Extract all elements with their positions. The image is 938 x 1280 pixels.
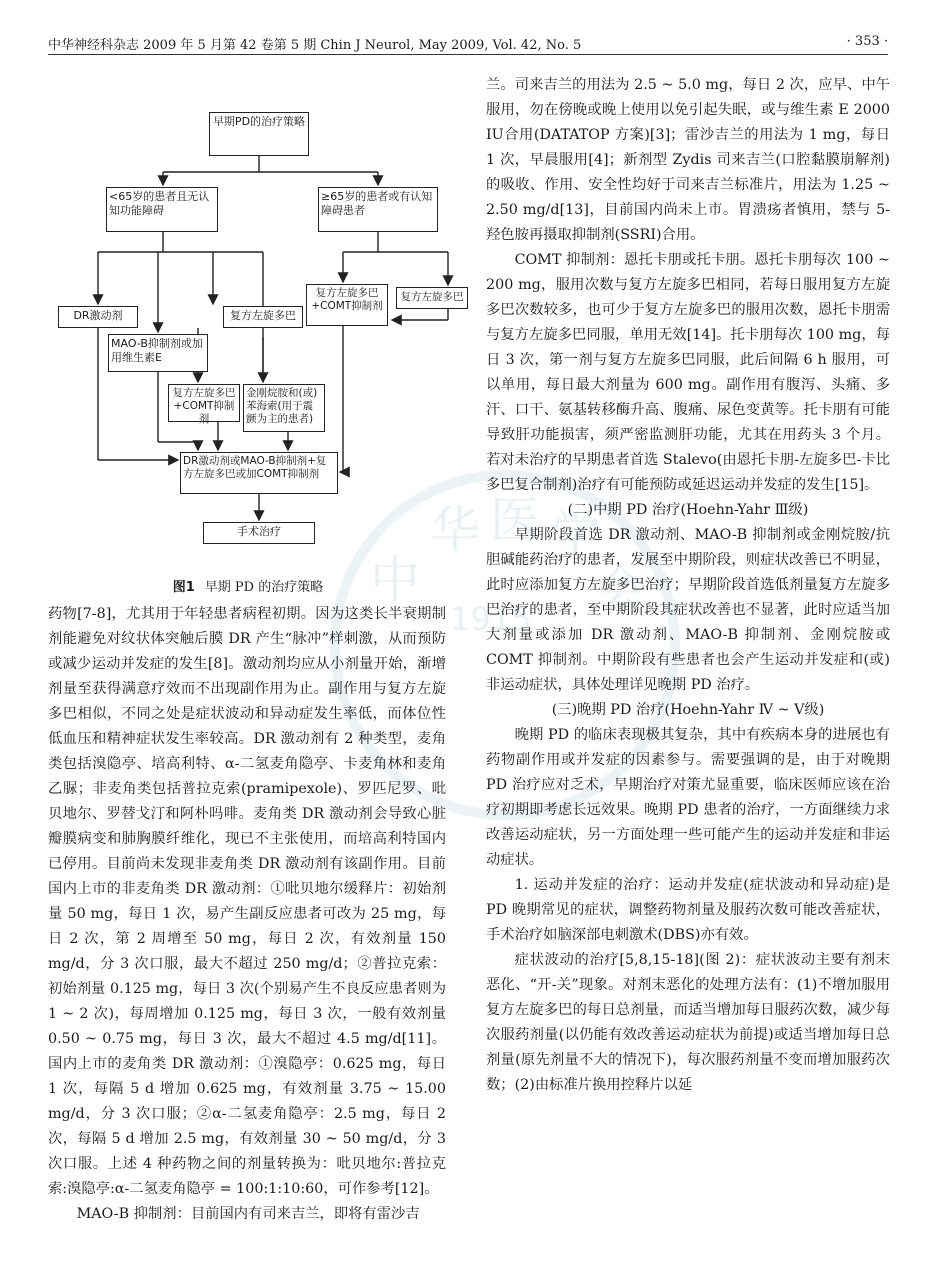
watermark-char: 会 (595, 561, 645, 619)
paragraph-fluctuations: 症状波动的治疗[5,8,15-18](图 2)：症状波动主要有剂末恶化、“开-关”现象。对剂末恶化的处理方法有：(1)不增加服用复方左旋多巴的每日总剂量，而适当增加每日服药次数，减少每次服药剂量(以仍能有效改善运动症状为前提)或适当增加每日总剂量(原先剂量不大的情况下)，每次服药剂量不变而增加服药次数；(2)由标准片换用控释片以延 (486, 952, 890, 1093)
node-surgery: 手术治疗 (203, 522, 315, 544)
node-levodopa-comt-left: 复方左旋多巴+COMT抑制剂 (168, 384, 240, 422)
node-early-pd-strategy: 早期PD的治疗策略 (209, 112, 309, 156)
figure-caption-text: 早期 PD 的治疗策略 (204, 580, 324, 595)
section-heading-middle-stage: (二)中期 PD 治疗(Hoehn-Yahr Ⅲ级) (567, 502, 809, 518)
paragraph-motor-complications: 1. 运动并发症的治疗：运动并发症(症状波动和异动症)是 PD 晚期常见的症状，调整药物剂量及服药次数可能改善症状，手术治疗如脑深部电刺激术(DBS)亦有效。 (486, 877, 890, 943)
page-number: · 353 · (846, 34, 888, 49)
paragraph-middle-stage: 早期阶段首选 DR 激动剂、MAO-B 抑制剂或金刚烷胺/抗胆碱能药治疗的患者，发展至中期阶段，则症状改善已不明显，此时应添加复方左旋多巴治疗；早期阶段首选低剂量复方左旋多巴治疗的患者，至中期阶段其症状改善也不显著，此时应适当加大剂量或添加 DR 激动剂、MAO-B 抑制剂、金刚烷胺或 COMT 抑制剂。中期阶段有些患者也会产生运动并发症和(或)非运动症状，具体处理详见晚期 PD 治疗。 (486, 527, 890, 693)
node-under-65: <65岁的患者且无认知功能障碍 (106, 187, 218, 232)
journal-citation: 中华神经科杂志 2009 年 5 月第 42 卷第 5 期 Chin J Neurol, May 2009, Vol. 42, No. 5 (48, 38, 582, 53)
paragraph-dr-agonists: 药物[7-8]，尤其用于年轻患者病程初期。因为这类长半衰期制剂能避免对纹状体突触后膜 DR 产生“脉冲”样刺激，从而预防或减少运动并发症的发生[8]。激动剂均应从小剂量开始，渐增剂量至获得满意疗效而不出现副作用为止。副作用与复方左旋多巴相似，不同之处是症状波动和异动症发生率低，而体位性低血压和精神症状发生率较高。DR 激动剂有 2 种类型，麦角类包括溴隐亭、培高利特、α-二氢麦角隐亭、卡麦角林和麦角乙脲；非麦角类包括普拉克索(pramipexole)、罗匹尼罗、吡贝地尔、罗替戈汀和阿朴吗啡。麦角类 DR 激动剂会导致心脏瓣膜病变和肺胸膜纤维化，现已不主张使用，而培高利特国内已停用。目前尚未发现非麦角类 DR 激动剂有该副作用。目前国内上市的非麦角类 DR 激动剂：①吡贝地尔缓释片：初始剂量 50 mg，每日 1 次，易产生副反应患者可改为 25 mg，每日 2 次，第 2 周增至 50 mg，每日 2 次，有效剂量 150 mg/d，分 3 次口服，最大不超过 250 mg/d；②普拉克索：初始剂量 0.125 mg，每日 3 次(个别易产生不良反应患者则为 1 ~ 2 次)，每周增加 0.125 mg，每日 3 次，一般有效剂量 0.50 ~ 0.75 mg，每日 3 次，最大不超过 4.5 mg/d[11]。国内上市的麦角类 DR 激动剂：①溴隐亭：0.625 mg，每日 1 次，每隔 5 d 增加 0.625 mg，有效剂量 3.75 ~ 15.00 mg/d，分 3 次口服；②α-二氢麦角隐亭：2.5 mg，每日 2 次，每隔 5 d 增加 2.5 mg，有效剂量 30 ~ 50 mg/d，分 3 次口服。上述 4 种药物之间的剂量转换为：吡贝地尔:普拉克索:溴隐亭:α-二氢麦角隐亭 = 100:1:10:60，可作参考[12]。 (48, 606, 446, 1197)
figure-caption-label: 图1 (172, 580, 195, 595)
node-dr-agonist: DR激动剂 (58, 306, 138, 328)
paragraph-maob-dosing: 兰。司来吉兰的用法为 2.5 ~ 5.0 mg，每日 2 次，应早、中午服用，勿在傍晚或晚上使用以免引起失眠，或与维生素 E 2000 IU合用(DATATOP 方案)[3]；雷沙吉兰的用法为 1 mg，每日 1 次，早晨服用[4]；新剂型 Zydis 司来吉兰(口腔黏膜崩解剂)的吸收、作用、安全性均好于司来吉兰标准片，用法为 1.25 ~ 2.50 mg/d[13]，目前国内尚未上市。胃溃疡者慎用，禁与 5-羟色胺再摄取抑制剂(SSRI)合用。 (486, 77, 890, 243)
node-combination-therapy: DR激动剂或MAO-B抑制剂+复方左旋多巴或加COMT抑制剂 (180, 452, 338, 494)
watermark-char: 中 (370, 551, 420, 609)
watermark-char: 医 (490, 491, 540, 549)
section-heading-late-stage: (三)晚期 PD 治疗(Hoehn-Yahr Ⅳ ~ Ⅴ级) (551, 702, 825, 718)
right-column-text (486, 73, 890, 1098)
left-column-text (48, 602, 446, 1227)
node-maob-inhibitor: MAO-B抑制剂或加用维生素E (108, 334, 208, 372)
node-amantadine: 金刚烷胺和(或)苯海索(用于震颤为主的患者) (243, 384, 325, 432)
node-over-65: ≥65岁的患者或有认知障碍患者 (318, 187, 438, 232)
paragraph-maob-start: MAO-B 抑制剂：目前国内有司来吉兰，即将有雷沙吉 (76, 1206, 420, 1222)
node-levodopa-right: 复方左旋多巴 (396, 287, 468, 309)
figure-1-flowchart (48, 92, 468, 595)
paragraph-comt-inhibitors: COMT 抑制剂：恩托卡朋或托卡朋。恩托卡朋每次 100 ~ 200 mg，服用次数与复方左旋多巴相同，若每日服用复方左旋多巴次数较多，也可少于复方左旋多巴的服用次数，恩托卡朋需与复方左旋多巴同服，单用无效[14]。托卡朋每次 100 mg，每日 3 次，第一剂与复方左旋多巴同服，此后间隔 6 h 服用，可以单用，每日最大剂量为 600 mg。副作用有腹泻、头痛、多汗、口干、氨基转移酶升高、腹痛、尿色变黄等。托卡朋有可能导致肝功能损害，须严密监测肝功能，尤其在用药头 3 个月。若对未治疗的早期患者首选 Stalevo(由恩托卡朋-左旋多巴-卡比多巴复合制剂)治疗有可能预防或延迟运动并发症的发生[15]。 (486, 252, 890, 493)
figure-caption (48, 576, 448, 595)
watermark-year: 1915 (450, 600, 532, 638)
node-levodopa-comt-right: 复方左旋多巴+COMT抑制剂 (306, 284, 388, 326)
paragraph-late-stage: 晚期 PD 的临床表现极其复杂，其中有疾病本身的进展也有药物副作用或并发症的因素参与。需要强调的是，由于对晚期 PD 治疗应对乏术，早期治疗对策尤显重要，临床医师应该在治疗初期即考虑长远效果。晚期 PD 患者的治疗，一方面继续力求改善运动症状，另一方面处理一些可能产生的运动并发症和非运动症状。 (486, 727, 890, 868)
node-levodopa: 复方左旋多巴 (223, 306, 303, 328)
running-header (48, 32, 888, 55)
watermark-char: 华 (430, 501, 480, 559)
flowchart-connectors (48, 92, 468, 572)
watermark-char: 学 (550, 506, 600, 564)
